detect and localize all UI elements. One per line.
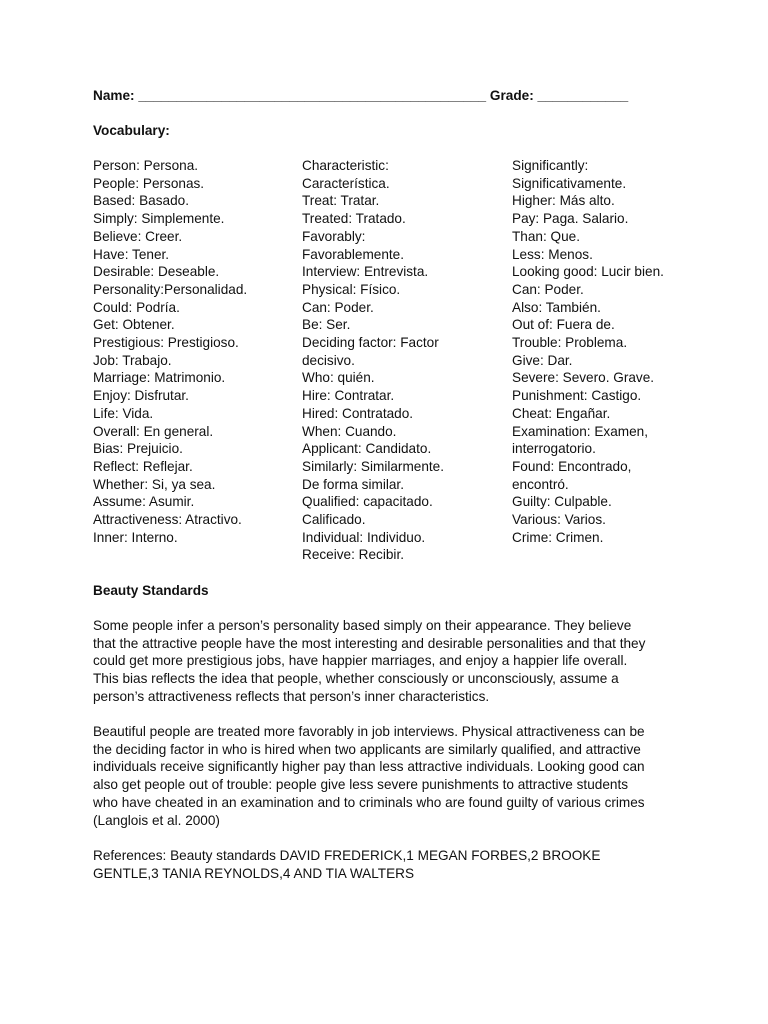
vocabulary-entry: Crime: Crimen. bbox=[512, 529, 604, 545]
name-label: Name: bbox=[93, 88, 135, 103]
vocabulary-entry: Personality:Personalidad. bbox=[93, 281, 248, 297]
section-title: Beauty Standards bbox=[93, 583, 209, 598]
text-line: Beautiful people are treated more favorably in job interviews. Physical attractiveness can be bbox=[93, 724, 645, 739]
text-line: This bias reflects the idea that people, whether consciously or unconsciously, assume a bbox=[93, 671, 619, 687]
vocabulary-entry: Hire: Contratar. bbox=[302, 388, 395, 404]
vocabulary-entry: Característica. bbox=[302, 175, 390, 191]
vocabulary-entry: When: Cuando. bbox=[302, 423, 397, 439]
vocabulary-column-1 bbox=[93, 157, 293, 546]
vocabulary-entry: Marriage: Matrimonio. bbox=[93, 370, 226, 386]
vocabulary-entry: Similarly: Similarmente. bbox=[302, 458, 445, 474]
vocabulary-entry: Interview: Entrevista. bbox=[302, 264, 429, 280]
vocabulary-entry: Punishment: Castigo. bbox=[512, 388, 642, 404]
vocabulary-entry: Significantly: bbox=[512, 158, 589, 173]
vocabulary-entry: Less: Menos. bbox=[512, 246, 593, 262]
paragraph-2 bbox=[93, 723, 683, 829]
vocabulary-entry: Job: Trabajo. bbox=[93, 352, 172, 368]
vocabulary-entry: Life: Vida. bbox=[93, 405, 154, 421]
vocabulary-entry: Be: Ser. bbox=[302, 317, 351, 333]
vocabulary-entry: Enjoy: Disfrutar. bbox=[93, 388, 189, 404]
vocabulary-entry: Various: Varios. bbox=[512, 512, 606, 528]
vocabulary-entry: Cheat: Engañar. bbox=[512, 405, 611, 421]
vocabulary-entry: People: Personas. bbox=[93, 175, 205, 191]
vocabulary-entry: Based: Basado. bbox=[93, 193, 189, 209]
vocabulary-entry: Physical: Físico. bbox=[302, 281, 401, 297]
vocabulary-entry: Characteristic: bbox=[302, 158, 389, 173]
vocabulary-entry: Can: Poder. bbox=[302, 299, 374, 315]
text-line: Some people infer a person’s personality based simply on their appearance. They believe bbox=[93, 618, 632, 633]
vocabulary-entry: Treat: Tratar. bbox=[302, 193, 380, 209]
vocabulary-entry: Assume: Asumir. bbox=[93, 494, 195, 510]
vocabulary-entry: Also: También. bbox=[512, 299, 601, 315]
vocabulary-entry: Who: quién. bbox=[302, 370, 375, 386]
vocabulary-entry: Looking good: Lucir bien. bbox=[512, 264, 664, 280]
vocabulary-entry: Get: Obtener. bbox=[93, 317, 175, 333]
vocabulary-entry: Out of: Fuera de. bbox=[512, 317, 615, 333]
text-line: that the attractive people have the most interesting and desirable personalities and that they bbox=[93, 635, 646, 651]
grade-blank: ____________ bbox=[537, 88, 629, 103]
text-line: also get people out of trouble: people give less severe punishments to attractive students bbox=[93, 777, 629, 793]
vocabulary-entry: Pay: Paga. Salario. bbox=[512, 211, 629, 227]
header-line bbox=[93, 87, 628, 105]
vocabulary-entry: Guilty: Culpable. bbox=[512, 494, 612, 510]
vocabulary-entry: Overall: En general. bbox=[93, 423, 214, 439]
vocabulary-entry: Whether: Si, ya sea. bbox=[93, 476, 216, 492]
vocabulary-entry: Bias: Prejuicio. bbox=[93, 441, 183, 457]
vocabulary-column-2 bbox=[302, 157, 502, 564]
vocabulary-entry: Simply: Simplemente. bbox=[93, 211, 225, 227]
vocabulary-entry: Give: Dar. bbox=[512, 352, 573, 368]
vocabulary-entry: Significativamente. bbox=[512, 175, 627, 191]
vocabulary-entry: Can: Poder. bbox=[512, 281, 584, 297]
vocabulary-entry: Higher: Más alto. bbox=[512, 193, 615, 209]
grade-label: Grade: bbox=[489, 88, 534, 103]
vocabulary-entry: Favorablemente. bbox=[302, 246, 405, 262]
text-line: the deciding factor in who is hired when two applicants are similarly qualified, and attractive bbox=[93, 741, 641, 757]
vocabulary-entry: Desirable: Deseable. bbox=[93, 264, 220, 280]
vocabulary-entry: decisivo. bbox=[302, 352, 355, 368]
vocabulary-entry: Severe: Severo. Grave. bbox=[512, 370, 655, 386]
vocabulary-entry: Favorably: bbox=[302, 228, 366, 244]
vocabulary-entry: Believe: Creer. bbox=[93, 228, 183, 244]
text-line: who have cheated in an examination and to criminals who are found guilty of various crimes bbox=[93, 794, 645, 810]
vocabulary-entry: Could: Podría. bbox=[93, 299, 180, 315]
text-line: person’s attractiveness reflects that person’s inner characteristics. bbox=[93, 688, 490, 704]
vocabulary-entry: Deciding factor: Factor bbox=[302, 335, 439, 351]
text-line: (Langlois et al. 2000) bbox=[93, 812, 220, 828]
vocabulary-entry: Treated: Tratado. bbox=[302, 211, 406, 227]
vocabulary-column-3 bbox=[512, 157, 692, 546]
vocabulary-entry: Inner: Interno. bbox=[93, 529, 178, 545]
vocabulary-entry: Reflect: Reflejar. bbox=[93, 458, 193, 474]
vocabulary-entry: Have: Tener. bbox=[93, 246, 170, 262]
vocabulary-entry: Receive: Recibir. bbox=[302, 547, 404, 563]
vocabulary-entry: Prestigious: Prestigioso. bbox=[93, 335, 239, 351]
name-blank: ______________________________________________ bbox=[138, 88, 487, 103]
text-line: References: Beauty standards DAVID FREDERICK,1 MEGAN FORBES,2 BROOKE bbox=[93, 848, 601, 863]
paragraph-1 bbox=[93, 617, 683, 706]
vocabulary-entry: Applicant: Candidato. bbox=[302, 441, 432, 457]
vocabulary-entry: Qualified: capacitado. bbox=[302, 494, 433, 510]
vocabulary-entry: encontró. bbox=[512, 476, 569, 492]
vocabulary-entry: Attractiveness: Atractivo. bbox=[93, 512, 242, 528]
vocabulary-entry: Individual: Individuo. bbox=[302, 529, 426, 545]
text-line: could get more prestigious jobs, have happier marriages, and enjoy a happier life overall. bbox=[93, 653, 628, 669]
vocabulary-entry: Examination: Examen, bbox=[512, 423, 649, 439]
text-line: individuals receive significantly higher pay than less attractive individuals. Looking good can bbox=[93, 759, 645, 775]
references bbox=[93, 847, 683, 882]
text-line: GENTLE,3 TANIA REYNOLDS,4 AND TIA WALTERS bbox=[93, 865, 415, 881]
vocabulary-title: Vocabulary: bbox=[93, 123, 170, 138]
vocabulary-entry: Hired: Contratado. bbox=[302, 405, 414, 421]
vocabulary-entry: Trouble: Problema. bbox=[512, 335, 628, 351]
vocabulary-entry: Found: Encontrado, bbox=[512, 458, 632, 474]
vocabulary-entry: Person: Persona. bbox=[93, 158, 199, 173]
vocabulary-entry: Calificado. bbox=[302, 512, 366, 528]
vocabulary-entry: interrogatorio. bbox=[512, 441, 596, 457]
vocabulary-entry: Than: Que. bbox=[512, 228, 581, 244]
vocabulary-entry: De forma similar. bbox=[302, 476, 404, 492]
